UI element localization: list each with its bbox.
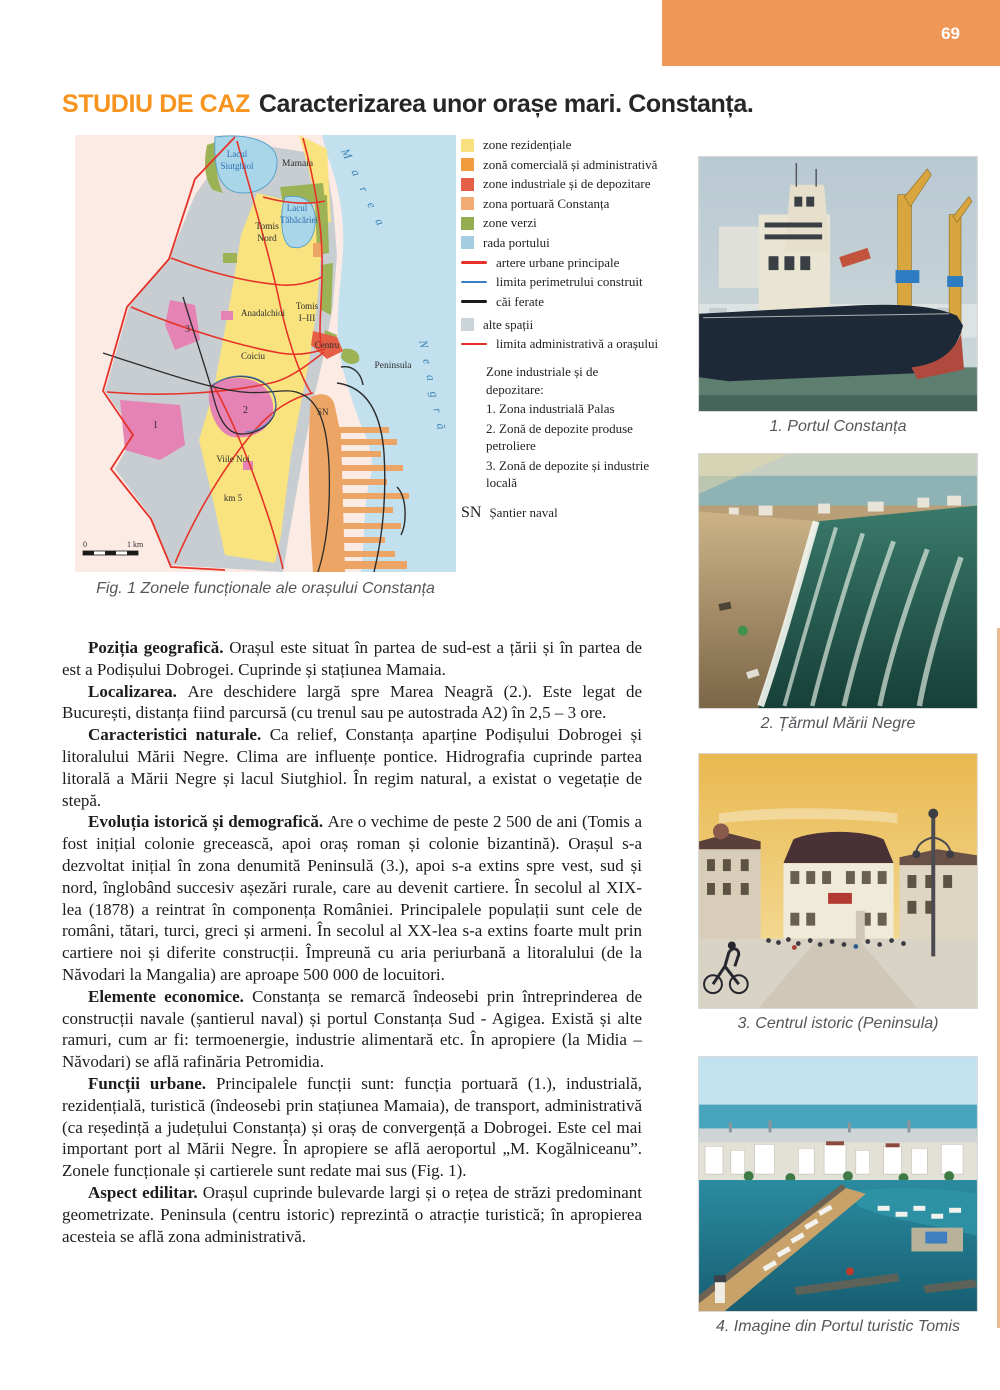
figure-photo-1 — [698, 156, 978, 436]
legend-item: zone industriale și de depozitare — [461, 177, 659, 191]
map-label-marea: Marea — [338, 146, 394, 240]
map-label-viile-noi: Viile Noi — [216, 454, 250, 464]
map-label-km5: km 5 — [223, 493, 243, 503]
legend-swatch — [461, 217, 474, 230]
map-label-tomis-nord: Tomis — [255, 222, 279, 232]
legend-swatch — [461, 236, 474, 249]
constanta-zones-map — [75, 135, 456, 572]
svg-text:Siutghiol: Siutghiol — [220, 161, 254, 171]
paragraph: Localizarea. Are deschidere largă spre Marea Neagră (2.). Este legat de București, distanța fiind parcursă (cu trenul sau pe autostrada A2) în 2,5 – 3 ore. — [62, 681, 642, 723]
legend-industrial-item: 2. Zonă de depozite produse petroliere — [486, 420, 633, 454]
map-label-coiciu: Coiciu — [241, 351, 265, 361]
map-label-peninsula: Peninsula — [374, 361, 412, 371]
figure-photo-3 — [698, 753, 978, 1033]
photo-1-caption: 1. Portul Constanța — [769, 418, 907, 435]
map-legend — [461, 138, 659, 522]
map-label-mamaia: Mamaia — [282, 159, 314, 169]
map-label-anadalchioi: Anadalchioi — [241, 308, 285, 318]
map-figure — [75, 135, 456, 572]
legend-item: alte spații — [461, 318, 659, 332]
paragraph: Poziția geografică. Orașul este situat în partea de sud-est a țării și în partea de est a Podișului Dobrogei. Cuprinde și stațiunea Mamaia. — [62, 638, 642, 679]
paragraph: Evoluția istorică și demografică. Are o vechime de peste 2 500 de ani (Tomis a fost inițial colonie grecească, apoi oraș roman și colonie bizantină). Orașul s-a dezvoltat inițial în zona denumită Peninsulă (3.), apoi s-a extins spre vest, sud și nord, înglobând succesiv așezări rurale, care au devenit cartiere. În secolul al XIX-lea (1878) a reintrat în componența României. Principalele populații sunt cele de români, tătari, turci, greci și armeni. În secolul al XX-lea s-a extins foarte mult prin cartiere noi și diferite construcții. Împreună cu aria periurbană a litoralului (de la Năvodari la Mangalia) are aproape 500 000 de locuitori. — [62, 812, 643, 984]
legend-swatch — [461, 197, 474, 210]
photo-4-caption: 4. Imagine din Portul turistic Tomis — [716, 1318, 960, 1335]
map-label-zone2: 2 — [243, 405, 248, 416]
legend-sn-item — [461, 504, 659, 522]
paragraph: Elemente economice. Constanța se remarcă îndeosebi prin întreprinderea de construcții navale (șantierul naval) și portul Constanța Sud - Agigea. Există și alte ramuri, cum ar fi: termoenergie, industrie alimentară etc. În apropiere (la Midia – Năvodari) se află rafinăria Petromidia. — [62, 986, 643, 1072]
photo-black-sea-shore — [698, 453, 978, 709]
legend-sn-label: Șantier naval — [489, 504, 558, 520]
legend-item: artere urbane principale — [461, 256, 659, 270]
legend-item: zone verzi — [461, 216, 659, 230]
legend-item: căi ferate — [461, 295, 659, 309]
map-label-centru: Centru — [314, 340, 340, 350]
legend-industrial-item: 3. Zonă de depozite și industrie locală — [486, 457, 650, 491]
paragraph: Aspect edilitar. Orașul cuprinde bulevarde largi și o rețea de străzi predominant geometrizate. Peninsula (centru istoric) reprezintă o atracție turistică; în apropierea acesteia se află zona administrativă. — [62, 1182, 643, 1246]
photo-2-caption: 2. Țărmul Mării Negre — [760, 715, 916, 732]
legend-item: zone rezidențiale — [461, 138, 659, 152]
svg-text:Tăbăcăriei: Tăbăcăriei — [280, 215, 318, 225]
legend-line-symbol — [461, 281, 487, 283]
legend-item: limita perimetrului construit — [461, 275, 659, 289]
svg-text:1 km: 1 km — [127, 540, 144, 549]
legend-item: zonă comercială și administrativă — [461, 158, 659, 172]
photo-3-caption: 3. Centrul istoric (Peninsula) — [737, 1015, 939, 1032]
legend-line-symbol — [461, 261, 487, 264]
legend-swatch — [461, 318, 474, 331]
legend-swatch — [461, 139, 474, 152]
map-label-lacul-siutghiol: Lacul — [226, 149, 248, 159]
svg-text:0: 0 — [83, 540, 87, 549]
figure-photo-2 — [698, 453, 978, 733]
legend-line-symbol — [461, 300, 487, 303]
svg-text:Nord: Nord — [257, 234, 277, 244]
legend-industrial-title: Zone industriale și de depozitare: — [486, 364, 599, 397]
paragraph: Caracteristici naturale. Ca relief, Constanța aparține Podișului Dobrogei și litoralului Mării Negre. Clima are influențe pontice. Hidrografia cuprinde partea litorală a Mării Negre și lacul Siutghiol. În regim natural, a existat o vegetație de stepă. — [62, 725, 643, 810]
paragraph: Funcții urbane. Principalele funcții sunt: funcția portuară (1.), industrială, rezidențială, turistică (îndeosebi prin stațiunea Mamaia), de transport, administrativă (ca reședință a județului Constanța) și oraș de convergență a Dobrogei. Este cel mai important port al Mării Negre. În apropiere se află aeroportul „M. Kogălniceanu”. Zonele funcționale și cartierele sunt redate mai sus (Fig. 1). — [62, 1073, 643, 1181]
map-label-lacul-tabacariei: Lacul — [286, 203, 308, 213]
page-title — [62, 90, 962, 119]
title-kicker: STUDIU DE CAZ — [62, 90, 250, 118]
map-label-sn: SN — [317, 407, 329, 417]
photo-historic-centre — [698, 753, 978, 1009]
page-number: 69 — [941, 24, 960, 43]
legend-item: zona portuară Constanța — [461, 197, 659, 211]
article-body — [62, 637, 642, 1247]
legend-industrial-list — [461, 363, 651, 492]
title-main: Caracterizarea unor orașe mari. Constanța. — [258, 90, 754, 118]
svg-text:I–III: I–III — [298, 313, 316, 323]
figure-1-caption: Fig. 1 Zonele funcționale ale orașului Constanța — [96, 580, 435, 597]
figure-photo-4 — [698, 1056, 978, 1336]
legend-swatch — [461, 158, 474, 171]
photo-tomis-marina — [698, 1056, 978, 1312]
legend-line-symbol — [461, 343, 487, 345]
legend-swatch — [461, 178, 474, 191]
photo-port-constanta — [698, 156, 978, 412]
map-label-zone3: 3 — [185, 324, 190, 335]
map-label-tomis-i-iii: Tomis — [295, 301, 319, 311]
legend-item: limita administrativă a orașului — [461, 337, 659, 351]
legend-sn-abbr: SN — [461, 503, 482, 521]
legend-industrial-item: 1. Zona industrială Palas — [486, 401, 615, 417]
legend-item: rada portului — [461, 236, 659, 250]
header-bar — [662, 0, 1000, 66]
map-label-zone1: 1 — [153, 420, 158, 431]
map-label-neagra: Neagră — [416, 338, 451, 442]
